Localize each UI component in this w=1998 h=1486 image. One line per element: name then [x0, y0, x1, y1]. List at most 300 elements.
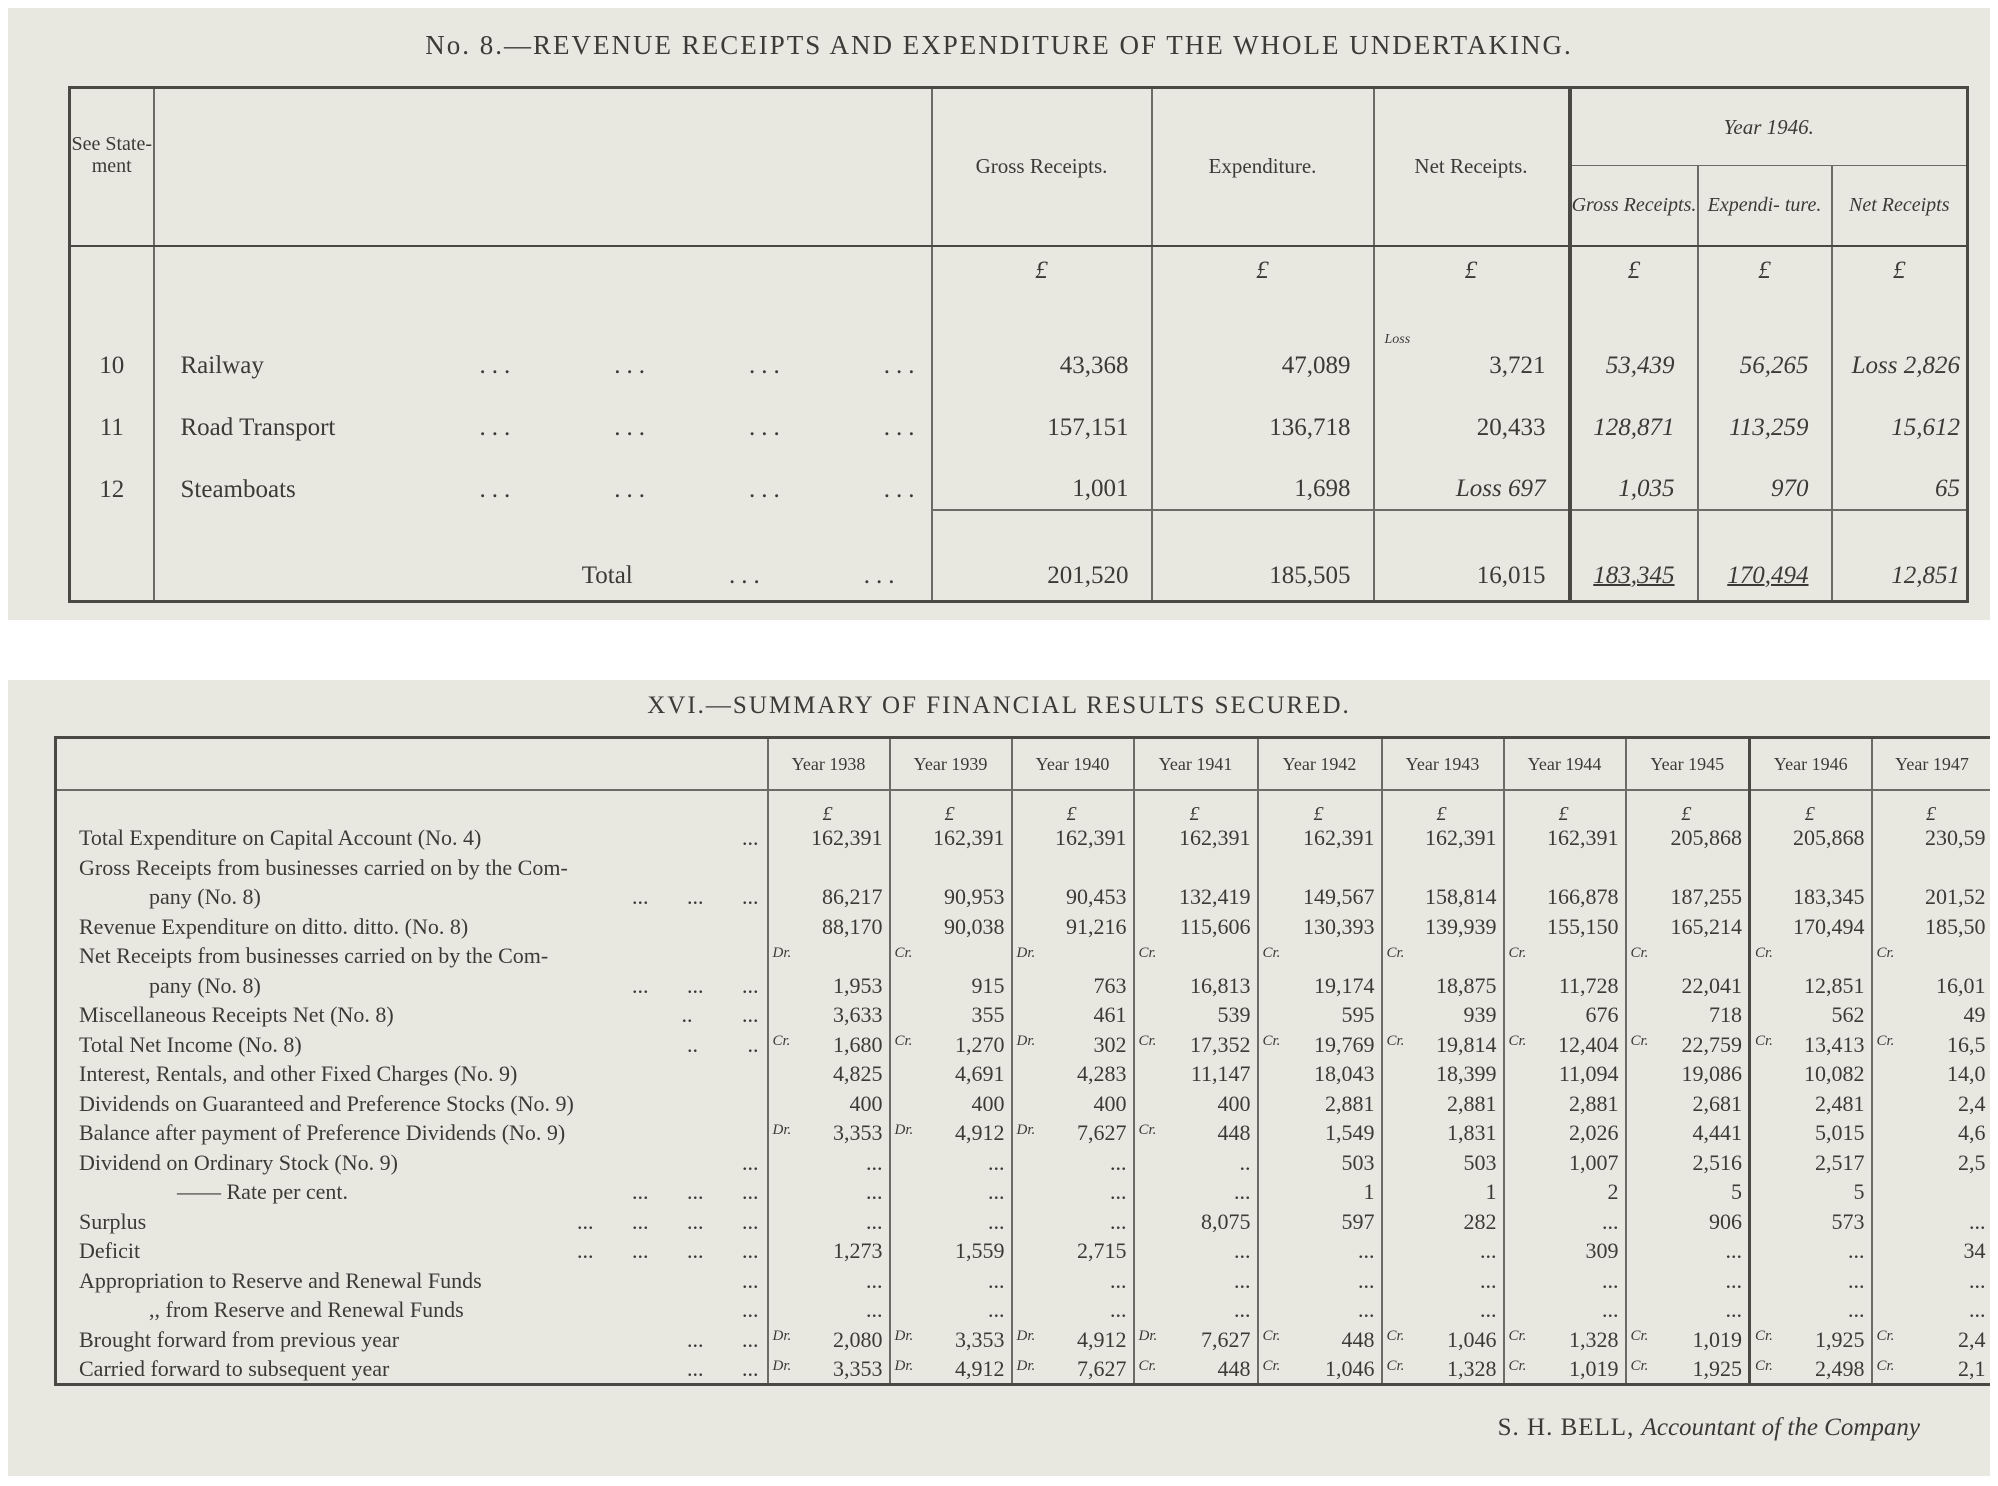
amount: 400	[1217, 1090, 1251, 1116]
debit-credit-marker: Dr.	[894, 1121, 914, 1138]
currency-symbol: £	[890, 790, 1012, 824]
value-cell	[890, 971, 1012, 1001]
leader-dots: ... ... ... ...	[479, 351, 921, 379]
debit-credit-marker: Cr.	[1630, 944, 1649, 961]
row-label	[56, 1296, 768, 1326]
amount: ...	[1358, 1238, 1375, 1264]
table-row	[56, 1089, 1991, 1119]
value-cell	[1504, 1355, 1626, 1385]
leader-dots: ...	[742, 825, 759, 851]
amount: 1,680	[833, 1031, 883, 1057]
value-cell	[1750, 1325, 1872, 1355]
value-cell	[1012, 971, 1134, 1001]
leader-dots: ... ... ...	[632, 972, 759, 998]
amount: ...	[1234, 1179, 1251, 1205]
row-label-text: Gross Receipts from businesses carried on by the Com-	[79, 854, 568, 880]
value-cell	[1134, 1060, 1258, 1090]
amount: ...	[866, 1297, 883, 1323]
amount: 19,769	[1314, 1031, 1375, 1057]
row-label-text: Balance after payment of Preference Dividends (No. 9)	[79, 1120, 566, 1146]
value-cell	[1750, 1207, 1872, 1237]
value-cell	[1504, 824, 1626, 854]
debit-credit-marker: Cr.	[1755, 1357, 1773, 1374]
amount: 448	[1217, 1120, 1251, 1146]
table-row	[56, 1060, 1991, 1090]
debit-credit-marker: Dr.	[1016, 1121, 1036, 1138]
amount: 162,391	[933, 825, 1005, 851]
amount: 5	[1731, 1179, 1742, 1205]
value-cell	[1012, 1325, 1134, 1355]
value-cell	[1012, 1355, 1134, 1385]
value-cell	[890, 1237, 1012, 1267]
amount: 22,759	[1681, 1031, 1742, 1057]
value-cell	[890, 942, 1012, 972]
value-cell	[1258, 1001, 1382, 1031]
amount: 165,214	[1670, 913, 1742, 939]
loss-tag: Loss	[1384, 331, 1411, 347]
year-column-header: Year 1938	[768, 738, 890, 790]
amount: 718	[1709, 1002, 1742, 1028]
row-label	[56, 824, 768, 854]
value-cell	[1012, 942, 1134, 972]
value-cell	[1872, 1266, 1991, 1296]
leader-dots: ...	[742, 1267, 759, 1293]
debit-credit-marker: Cr.	[1262, 1033, 1281, 1049]
debit-credit-marker: Cr.	[1138, 1357, 1157, 1374]
amount: 1,046	[1325, 1355, 1375, 1381]
value-cell	[1258, 1030, 1382, 1060]
value-cell	[1012, 1178, 1134, 1208]
expenditure-header: Expenditure.	[1152, 88, 1374, 246]
net-receipts-1946-value: 65	[1832, 448, 1968, 510]
value-cell	[1504, 1237, 1626, 1267]
debit-credit-marker: Cr.	[1508, 1328, 1527, 1344]
value-cell	[1626, 1001, 1750, 1031]
value-cell	[1382, 1266, 1504, 1296]
value-cell	[1258, 853, 1382, 883]
year-column-header: Year 1941	[1134, 738, 1258, 790]
amount: ...	[1234, 1238, 1251, 1264]
debit-credit-marker: Cr.	[1755, 1328, 1773, 1344]
total-gross-receipts: 201,520	[932, 510, 1152, 602]
debit-credit-marker: Cr.	[1262, 1357, 1281, 1374]
debit-credit-marker: Cr.	[1508, 1357, 1527, 1374]
amount: 187,255	[1670, 884, 1742, 910]
amount: 162,391	[1547, 825, 1619, 851]
value-cell	[1258, 824, 1382, 854]
amount: 1,019	[1569, 1355, 1619, 1381]
net-receipts-value: Loss 697	[1374, 448, 1570, 510]
row-label-text: Total Expenditure on Capital Account (No. 4)	[79, 825, 482, 851]
value-cell	[890, 1207, 1012, 1237]
row-label	[56, 1325, 768, 1355]
amount: 503	[1463, 1149, 1497, 1175]
value-cell	[1382, 1355, 1504, 1385]
amount: 139,939	[1425, 913, 1497, 939]
debit-credit-marker: Dr.	[772, 1328, 792, 1344]
value-cell	[1134, 883, 1258, 913]
debit-credit-marker: Dr.	[1016, 1357, 1036, 1374]
table-row-railway	[70, 324, 1968, 386]
net-receipts-1946-value: 15,612	[1832, 386, 1968, 448]
year-column-header: Year 1939	[890, 738, 1012, 790]
amount: ...	[1848, 1267, 1865, 1293]
row-label	[56, 1089, 768, 1119]
value-cell	[1626, 1178, 1750, 1208]
debit-credit-marker: Cr.	[1262, 1328, 1281, 1344]
value-cell	[1382, 1207, 1504, 1237]
amount: 49	[1963, 1002, 1986, 1028]
value-cell	[1872, 1119, 1991, 1149]
amount: ...	[1969, 1267, 1986, 1293]
amount: 1,273	[833, 1238, 883, 1264]
value-cell	[1750, 853, 1872, 883]
net-receipts-value: 20,433	[1374, 386, 1570, 448]
amount: 1,549	[1325, 1120, 1375, 1146]
amount: ...	[988, 1267, 1005, 1293]
row-label-text: pany (No. 8)	[149, 972, 261, 998]
value-cell	[1504, 1060, 1626, 1090]
amount: ...	[988, 1208, 1005, 1234]
amount: 14,0	[1947, 1061, 1986, 1087]
value-cell	[1012, 1296, 1134, 1326]
amount: 2,4	[1958, 1090, 1986, 1116]
debit-credit-marker: Dr.	[1138, 1328, 1158, 1344]
amount: ...	[1602, 1297, 1619, 1323]
currency-symbol: £	[1832, 246, 1968, 324]
amount: ...	[1480, 1267, 1497, 1293]
amount: 1,831	[1447, 1120, 1497, 1146]
expenditure-1946-value: 113,259	[1698, 386, 1832, 448]
currency-symbol: £	[1134, 790, 1258, 824]
row-label	[56, 1148, 768, 1178]
value-cell	[1750, 1060, 1872, 1090]
currency-symbol: £	[768, 790, 890, 824]
value-cell	[1626, 1148, 1750, 1178]
amount: 597	[1341, 1208, 1375, 1234]
amount: 90,953	[944, 884, 1005, 910]
table-row	[56, 1207, 1991, 1237]
amount: 539	[1217, 1002, 1251, 1028]
amount: ...	[1110, 1297, 1127, 1323]
amount: 915	[971, 972, 1005, 998]
value-cell	[1750, 1001, 1872, 1031]
debit-credit-marker: Cr.	[1876, 1033, 1895, 1049]
year-1946-header: Year 1946.	[1570, 88, 1968, 166]
amount: 166,878	[1547, 884, 1619, 910]
row-label: Railway	[180, 351, 264, 379]
value-cell	[1504, 912, 1626, 942]
amount: ...	[1110, 1208, 1127, 1234]
value-cell	[1382, 1089, 1504, 1119]
value-cell	[1382, 1148, 1504, 1178]
value-cell	[1382, 1060, 1504, 1090]
total-expenditure: 185,505	[1152, 510, 1374, 602]
value-cell	[768, 1030, 890, 1060]
amount: 17,352	[1190, 1031, 1251, 1057]
debit-credit-marker: Cr.	[1876, 944, 1895, 961]
debit-credit-marker: Cr.	[1630, 1033, 1649, 1049]
value-cell	[1382, 1001, 1504, 1031]
amount: ...	[866, 1267, 883, 1293]
label-header	[56, 738, 768, 790]
value-cell	[1012, 1207, 1134, 1237]
value-cell	[1504, 883, 1626, 913]
total-net-receipts: 16,015	[1374, 510, 1570, 602]
value-cell	[1504, 1148, 1626, 1178]
value-cell	[1134, 1030, 1258, 1060]
amount: ...	[1110, 1267, 1127, 1293]
amount: 676	[1585, 1002, 1619, 1028]
leader-dots: ... ... ...	[632, 884, 759, 910]
amount: 1,925	[1692, 1355, 1742, 1381]
amount: 1,007	[1569, 1149, 1619, 1175]
amount: 16,813	[1190, 972, 1251, 998]
value-cell	[1750, 1355, 1872, 1385]
value-cell	[768, 1119, 890, 1149]
leader-dots: ...	[742, 1297, 759, 1323]
amount: 11,094	[1558, 1061, 1619, 1087]
value-cell	[1134, 971, 1258, 1001]
table-row	[56, 1001, 1991, 1031]
amount: 115,606	[1179, 913, 1251, 939]
value-cell	[1012, 853, 1134, 883]
debit-credit-marker: Cr.	[894, 1033, 913, 1049]
amount: 3,353	[833, 1120, 883, 1146]
debit-credit-marker: Cr.	[1138, 1121, 1157, 1138]
value-cell	[768, 912, 890, 942]
value-cell	[1626, 1207, 1750, 1237]
value-cell	[1626, 1325, 1750, 1355]
amount: 91,216	[1066, 913, 1127, 939]
debit-credit-marker: Cr.	[1630, 1357, 1649, 1374]
value-cell	[768, 1148, 890, 1178]
value-cell	[1504, 1089, 1626, 1119]
amount: 503	[1341, 1149, 1375, 1175]
value-cell	[1626, 824, 1750, 854]
debit-credit-marker: Cr.	[1386, 1033, 1405, 1049]
year-column-header: Year 1943	[1382, 738, 1504, 790]
value-cell	[1134, 912, 1258, 942]
leader-dots: ... ... ... ...	[577, 1208, 759, 1234]
total-net-receipts-1946: 12,851	[1832, 510, 1968, 602]
amount: 90,038	[944, 913, 1005, 939]
value-cell	[890, 912, 1012, 942]
amount: ...	[866, 1208, 883, 1234]
leader-dots: ... ... ... ...	[479, 475, 921, 503]
value-cell	[768, 1237, 890, 1267]
gross-receipts-1946-header: Gross Receipts.	[1570, 166, 1698, 246]
table-row-total	[70, 510, 1968, 602]
amount: 1,328	[1569, 1326, 1619, 1352]
amount: 170,494	[1793, 913, 1865, 939]
amount: 201,52	[1925, 884, 1986, 910]
year-column-header: Year 1947	[1872, 738, 1991, 790]
value-cell	[1872, 912, 1991, 942]
value-cell	[1872, 853, 1991, 883]
amount: 2,5	[1958, 1149, 1986, 1175]
value-cell	[1382, 1178, 1504, 1208]
amount: ...	[1110, 1179, 1127, 1205]
gross-receipts-header: Gross Receipts.	[932, 88, 1152, 246]
debit-credit-marker: Dr.	[772, 1121, 792, 1138]
value-cell	[1012, 883, 1134, 913]
debit-credit-marker: Dr.	[894, 1328, 914, 1344]
row-label-text: Net Receipts from businesses carried on by the Com-	[79, 943, 549, 969]
amount: 282	[1463, 1208, 1497, 1234]
value-cell	[1504, 1207, 1626, 1237]
value-cell	[1750, 1148, 1872, 1178]
value-cell	[1382, 942, 1504, 972]
amount: 16,5	[1947, 1031, 1986, 1057]
amount: 2,881	[1325, 1090, 1375, 1116]
table-row	[56, 1296, 1991, 1326]
gross-receipts-value: 43,368	[932, 324, 1152, 386]
amount: 939	[1463, 1002, 1497, 1028]
expenditure-value: 136,718	[1152, 386, 1374, 448]
amount: 4,825	[833, 1061, 883, 1087]
value-cell	[1626, 1030, 1750, 1060]
row-label	[56, 912, 768, 942]
value-cell	[768, 1325, 890, 1355]
value-cell	[1626, 1119, 1750, 1149]
row-label-text: —— Rate per cent.	[177, 1179, 349, 1205]
value-cell	[1012, 1119, 1134, 1149]
value-cell	[768, 883, 890, 913]
row-label	[56, 1001, 768, 1031]
value-cell	[1258, 1089, 1382, 1119]
amount: ..	[1239, 1149, 1251, 1175]
value-cell	[1258, 1148, 1382, 1178]
value-cell	[1750, 883, 1872, 913]
value-cell	[1258, 1207, 1382, 1237]
value-cell	[1258, 1266, 1382, 1296]
amount: ...	[1480, 1238, 1497, 1264]
year-header-row	[56, 738, 1991, 790]
amount: 4,691	[955, 1061, 1005, 1087]
leader-dots: ... ... ...	[632, 1179, 759, 1205]
value-cell	[1258, 883, 1382, 913]
amount: 19,814	[1436, 1031, 1497, 1057]
leader-dots: .. ...	[681, 1002, 759, 1028]
amount: 355	[971, 1002, 1005, 1028]
amount: 1	[1485, 1179, 1497, 1205]
table-row	[56, 971, 1991, 1001]
row-label	[56, 1355, 768, 1385]
summary-table	[54, 736, 1990, 1386]
row-label	[56, 883, 768, 913]
amount: 19,174	[1314, 972, 1375, 998]
value-cell	[1872, 1325, 1991, 1355]
amount: 1,925	[1815, 1326, 1865, 1352]
amount: 12,404	[1558, 1031, 1619, 1057]
value-cell	[1012, 1237, 1134, 1267]
amount: 2,1	[1958, 1355, 1986, 1381]
amount: 5	[1853, 1179, 1865, 1205]
row-label	[56, 1119, 768, 1149]
row-label: Steamboats	[180, 475, 296, 503]
amount: 158,814	[1425, 884, 1497, 910]
value-cell	[1134, 1237, 1258, 1267]
table-row	[56, 942, 1991, 972]
see-statement-header: See State- ment	[70, 88, 154, 246]
currency-symbol: £	[1012, 790, 1134, 824]
value-cell	[1382, 883, 1504, 913]
expenditure-1946-header: Expendi- ture.	[1698, 166, 1832, 246]
amount: ...	[1358, 1297, 1375, 1323]
value-cell	[768, 1296, 890, 1326]
value-cell	[768, 853, 890, 883]
amount: 302	[1093, 1031, 1127, 1057]
row-label	[56, 1178, 768, 1208]
net-receipts-value: 3,721	[1489, 351, 1546, 379]
row-label-text: Dividends on Guaranteed and Preference Stocks (No. 9)	[79, 1090, 574, 1116]
value-cell	[1504, 1296, 1626, 1326]
net-receipts-header: Net Receipts.	[1374, 88, 1570, 246]
value-cell	[1382, 1296, 1504, 1326]
row-label-text: Appropriation to Reserve and Renewal Funds	[79, 1267, 482, 1293]
value-cell	[1134, 1089, 1258, 1119]
value-cell	[890, 1119, 1012, 1149]
value-cell	[1258, 1296, 1382, 1326]
amount: 11,147	[1190, 1061, 1251, 1087]
amount: 2,881	[1569, 1090, 1619, 1116]
amount: 3,353	[833, 1355, 883, 1381]
value-cell	[1012, 1148, 1134, 1178]
value-cell	[1382, 1237, 1504, 1267]
table-row	[56, 912, 1991, 942]
value-cell	[1626, 912, 1750, 942]
value-cell	[1750, 971, 1872, 1001]
gross-receipts-1946-value: 1,035	[1570, 448, 1698, 510]
value-cell	[1872, 1296, 1991, 1326]
value-cell	[1626, 1266, 1750, 1296]
amount: 4,912	[1077, 1326, 1127, 1352]
value-cell	[1258, 1119, 1382, 1149]
gross-receipts-1946-value: 53,439	[1570, 324, 1698, 386]
value-cell	[1872, 1355, 1991, 1385]
value-cell	[1134, 1178, 1258, 1208]
amount: 13,413	[1804, 1031, 1865, 1057]
value-cell	[1750, 1089, 1872, 1119]
value-cell	[890, 1030, 1012, 1060]
statement-number: 10	[70, 324, 154, 386]
value-cell	[1626, 1060, 1750, 1090]
amount: 18,043	[1314, 1061, 1375, 1087]
value-cell	[768, 1355, 890, 1385]
row-label-text: Revenue Expenditure on ditto. ditto. (No. 8)	[79, 913, 469, 939]
debit-credit-marker: Cr.	[1508, 944, 1527, 961]
amount: ...	[866, 1149, 883, 1175]
value-cell	[890, 1296, 1012, 1326]
amount: 2,681	[1692, 1090, 1742, 1116]
row-label-text: Surplus	[79, 1208, 147, 1234]
table-row	[56, 824, 1991, 854]
leader-dots: ...	[742, 1149, 759, 1175]
table-row	[56, 1325, 1991, 1355]
value-cell	[1012, 1030, 1134, 1060]
amount: 1	[1363, 1179, 1375, 1205]
amount: 3,353	[955, 1326, 1005, 1352]
value-cell	[1134, 1296, 1258, 1326]
value-cell	[1872, 1207, 1991, 1237]
value-cell	[1750, 1237, 1872, 1267]
amount: 162,391	[811, 825, 883, 851]
value-cell	[1258, 971, 1382, 1001]
table-row	[56, 1237, 1991, 1267]
row-label-text: Total Net Income (No. 8)	[79, 1031, 302, 1057]
value-cell	[890, 1001, 1012, 1031]
